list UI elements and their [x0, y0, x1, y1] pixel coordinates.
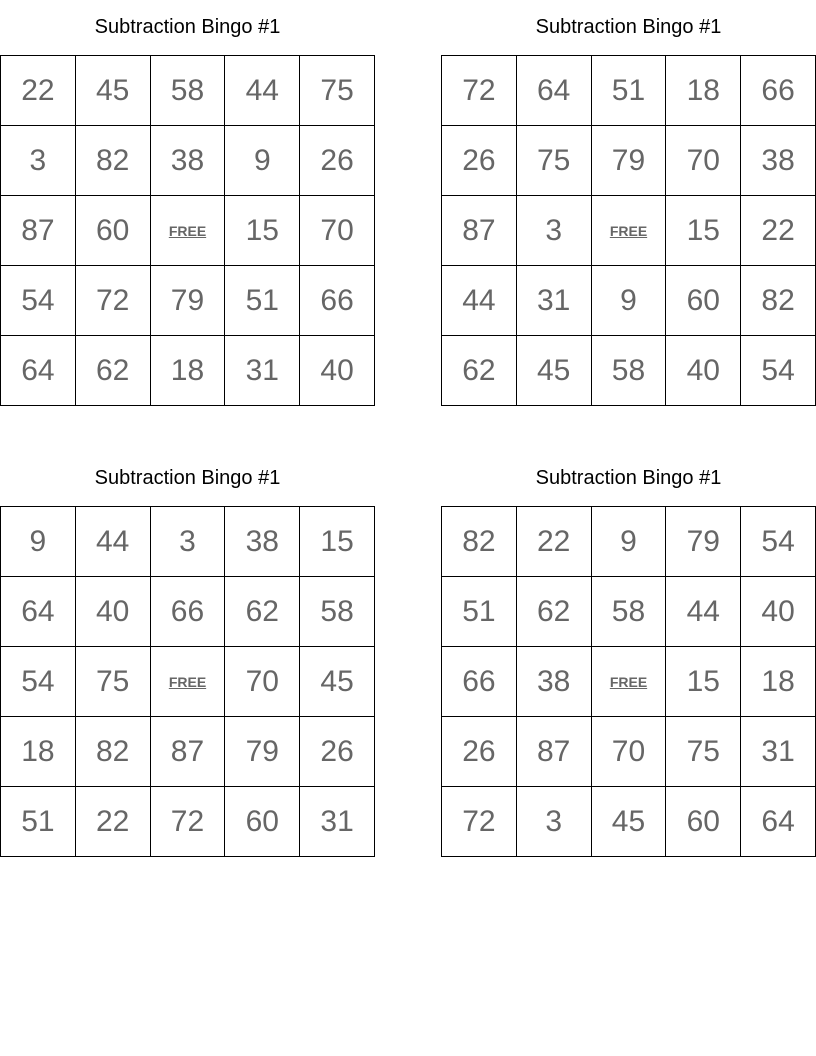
bingo-cell: 3 — [517, 196, 592, 266]
free-space-cell: FREE — [151, 647, 226, 717]
bingo-card-3 — [0, 451, 375, 857]
bingo-card-2 — [441, 0, 816, 406]
bingo-cell: 51 — [225, 266, 300, 336]
bingo-grid — [0, 506, 375, 857]
bingo-cell: 9 — [592, 266, 667, 336]
bingo-cell: 58 — [592, 336, 667, 406]
bingo-cell: 31 — [300, 787, 375, 857]
bingo-cell: 26 — [442, 126, 517, 196]
bingo-cell: 75 — [300, 56, 375, 126]
bingo-cell: 3 — [151, 507, 226, 577]
bingo-cell: 40 — [300, 336, 375, 406]
bingo-cell: 38 — [741, 126, 816, 196]
bingo-cell: 60 — [666, 787, 741, 857]
bingo-cell: 62 — [517, 577, 592, 647]
bingo-cell: 31 — [741, 717, 816, 787]
bingo-cell: 79 — [666, 507, 741, 577]
bingo-cell: 60 — [666, 266, 741, 336]
bingo-cell: 64 — [517, 56, 592, 126]
bingo-cell: 87 — [517, 717, 592, 787]
bingo-cell: 9 — [225, 126, 300, 196]
bingo-cell: 9 — [1, 507, 76, 577]
bingo-cell: 3 — [517, 787, 592, 857]
bingo-cell: 22 — [741, 196, 816, 266]
bingo-cell: 62 — [225, 577, 300, 647]
bingo-cell: 64 — [1, 336, 76, 406]
free-space-cell: FREE — [592, 647, 667, 717]
bingo-cell: 3 — [1, 126, 76, 196]
bingo-cell: 45 — [300, 647, 375, 717]
bingo-grid — [0, 55, 375, 406]
bingo-cell: 70 — [225, 647, 300, 717]
bingo-cell: 70 — [300, 196, 375, 266]
bingo-grid — [441, 55, 816, 406]
bingo-cell: 79 — [151, 266, 226, 336]
bingo-cell: 45 — [517, 336, 592, 406]
bingo-cell: 58 — [151, 56, 226, 126]
bingo-cell: 66 — [442, 647, 517, 717]
bingo-cell: 15 — [666, 647, 741, 717]
free-space-cell: FREE — [592, 196, 667, 266]
bingo-cell: 54 — [741, 336, 816, 406]
bingo-cell: 60 — [225, 787, 300, 857]
bingo-cell: 18 — [741, 647, 816, 717]
bingo-cell: 58 — [300, 577, 375, 647]
bingo-cell: 51 — [442, 577, 517, 647]
bingo-cell: 75 — [666, 717, 741, 787]
bingo-cell: 72 — [442, 56, 517, 126]
bingo-cell: 54 — [1, 266, 76, 336]
bingo-cell: 26 — [442, 717, 517, 787]
card-title: Subtraction Bingo #1 — [94, 467, 281, 489]
bingo-cell: 44 — [76, 507, 151, 577]
bingo-cell: 79 — [592, 126, 667, 196]
bingo-cell: 15 — [300, 507, 375, 577]
bingo-cell: 9 — [592, 507, 667, 577]
bingo-cell: 54 — [1, 647, 76, 717]
bingo-cell: 15 — [225, 196, 300, 266]
bingo-cell: 62 — [76, 336, 151, 406]
bingo-cell: 66 — [741, 56, 816, 126]
bingo-cell: 45 — [76, 56, 151, 126]
bingo-cell: 51 — [1, 787, 76, 857]
bingo-cell: 64 — [1, 577, 76, 647]
bingo-cell: 45 — [592, 787, 667, 857]
bingo-cell: 15 — [666, 196, 741, 266]
bingo-cell: 18 — [1, 717, 76, 787]
bingo-cell: 64 — [741, 787, 816, 857]
bingo-cell: 38 — [151, 126, 226, 196]
bingo-cell: 70 — [666, 126, 741, 196]
bingo-cell: 87 — [1, 196, 76, 266]
bingo-cell: 51 — [592, 56, 667, 126]
bingo-cell: 66 — [300, 266, 375, 336]
card-title: Subtraction Bingo #1 — [535, 467, 722, 489]
bingo-grid — [441, 506, 816, 857]
bingo-cell: 70 — [592, 717, 667, 787]
bingo-cell: 22 — [76, 787, 151, 857]
bingo-cell: 82 — [76, 126, 151, 196]
bingo-cell: 82 — [442, 507, 517, 577]
bingo-cell: 31 — [225, 336, 300, 406]
bingo-cell: 72 — [76, 266, 151, 336]
bingo-cell: 40 — [76, 577, 151, 647]
bingo-cell: 44 — [225, 56, 300, 126]
bingo-cell: 79 — [225, 717, 300, 787]
bingo-cell: 44 — [666, 577, 741, 647]
bingo-cell: 82 — [741, 266, 816, 336]
bingo-cell: 26 — [300, 717, 375, 787]
bingo-cell: 18 — [666, 56, 741, 126]
bingo-cell: 82 — [76, 717, 151, 787]
bingo-cell: 40 — [666, 336, 741, 406]
bingo-cell: 87 — [151, 717, 226, 787]
bingo-cell: 26 — [300, 126, 375, 196]
bingo-cell: 40 — [741, 577, 816, 647]
bingo-cell: 75 — [517, 126, 592, 196]
bingo-cell: 87 — [442, 196, 517, 266]
free-space-cell: FREE — [151, 196, 226, 266]
bingo-cell: 62 — [442, 336, 517, 406]
bingo-cell: 31 — [517, 266, 592, 336]
bingo-card-1 — [0, 0, 375, 406]
bingo-cell: 58 — [592, 577, 667, 647]
bingo-cell: 66 — [151, 577, 226, 647]
card-title: Subtraction Bingo #1 — [535, 16, 722, 38]
bingo-cell: 38 — [517, 647, 592, 717]
bingo-cell: 38 — [225, 507, 300, 577]
bingo-cell: 22 — [517, 507, 592, 577]
bingo-cell: 72 — [442, 787, 517, 857]
bingo-card-4 — [441, 451, 816, 857]
bingo-cell: 72 — [151, 787, 226, 857]
bingo-cell: 54 — [741, 507, 816, 577]
bingo-cell: 18 — [151, 336, 226, 406]
bingo-cell: 44 — [442, 266, 517, 336]
card-title: Subtraction Bingo #1 — [94, 16, 281, 38]
bingo-cell: 75 — [76, 647, 151, 717]
bingo-cell: 22 — [1, 56, 76, 126]
bingo-cell: 60 — [76, 196, 151, 266]
